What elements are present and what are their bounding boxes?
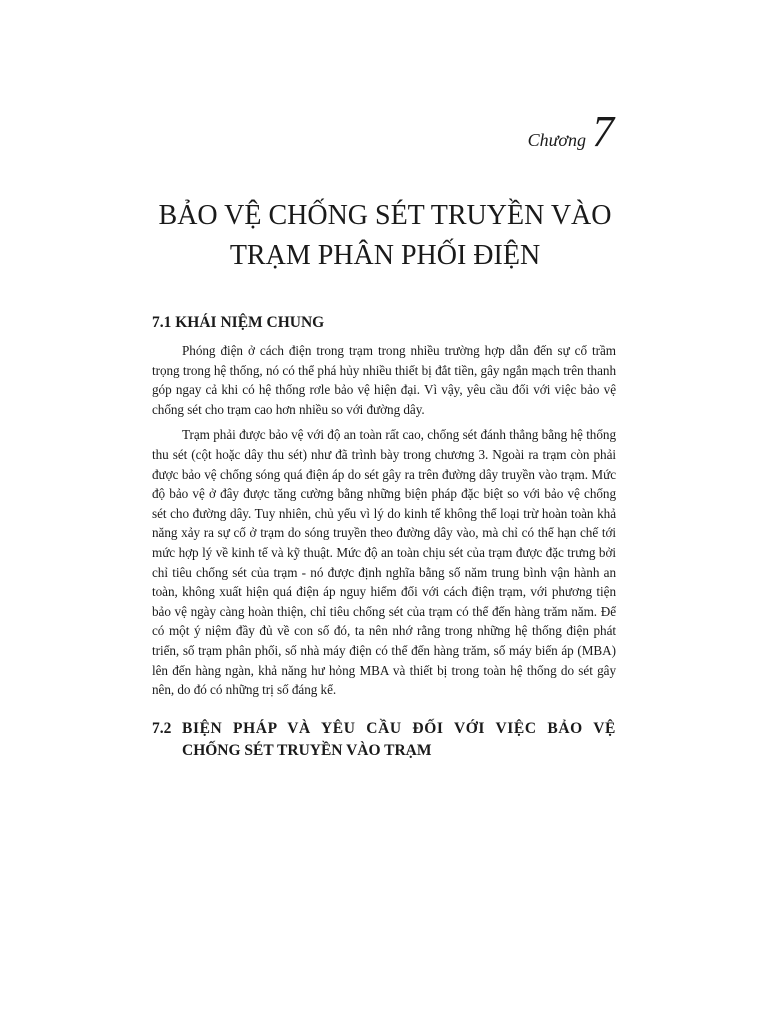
section-heading-7-2 [152, 718, 616, 762]
body-content [152, 313, 616, 770]
chapter-title-line-1: BẢO VỆ CHỐNG SÉT TRUYỀN VÀO [158, 200, 612, 231]
section-heading-7-1: 7.1 KHÁI NIỆM CHUNG [152, 314, 325, 331]
section-number: 7.2 [152, 719, 172, 737]
section-heading-line-1: BIỆN PHÁP VÀ YÊU CẦU ĐỐI VỚI VIỆC BẢO VỆ [182, 719, 616, 737]
paragraph-1: Phóng điện ở cách điện trong trạm trong nhiều trường hợp dẫn đến sự cố trầm trọng trong hệ thống, nó có thể phá hủy nhiều thiết bị đắt tiền, gây ngắn mạch trên thanh góp ngay cả khi có hệ thống rơle bảo vệ hiện đại. Vì vậy, yêu cầu đối với việc bảo vệ chống sét cho trạm cao hơn nhiều so với đường dây. [152, 343, 616, 417]
chapter-label [527, 107, 614, 156]
chapter-number: 7 [592, 107, 614, 156]
chapter-title [100, 196, 670, 276]
section-heading-text [182, 718, 616, 762]
chapter-title-line-2: TRẠM PHÂN PHỐI ĐIỆN [229, 240, 541, 271]
chapter-word: Chương [527, 130, 586, 150]
paragraph-2: Trạm phải được bảo vệ với độ an toàn rất cao, chống sét đánh thẳng bằng hệ thống thu sét (cột hoặc dây thu sét) như đã trình bày trong chương 3. Ngoài ra trạm còn phải được bảo vệ chống sóng quá điện áp do sét gây ra trên đường dây truyền vào trạm. Mức độ bảo vệ ở đây được tăng cường bằng những biện pháp đặc biệt so với bảo vệ chống sét cho đường dây. Tuy nhiên, chủ yếu vì lý do kinh tế không thể loại trừ hoàn toàn khả năng xảy ra sự cố ở trạm do sóng truyền theo đường dây vào, mà chỉ có thể hạn chế tới mức hợp lý về kinh tế và kỹ thuật. Mức độ an toàn chịu sét của trạm được đặc trưng bởi chỉ tiêu chống sét của trạm - nó được định nghĩa bằng số năm trung bình vận hành an toàn, không xuất hiện quá điện áp nguy hiểm đối với cách điện trạm, với phương tiện bảo vệ ngày càng hoàn thiện, chỉ tiêu chống sét của trạm có thể đến hàng trăm năm. Để có một ý niệm đầy đủ về con số đó, ta nên nhớ rằng trong những hệ thống điện phát triển, số trạm phân phối, số nhà máy điện có thể đến hàng trăm, số máy biến áp (MBA) lên đến hàng ngàn, khả năng hư hỏng MBA và thiết bị trong toàn hệ thống do sét gây nên, do đó có những trị số đáng kể. [152, 427, 616, 698]
section-heading-line-2: CHỐNG SÉT TRUYỀN VÀO TRẠM [182, 741, 432, 759]
